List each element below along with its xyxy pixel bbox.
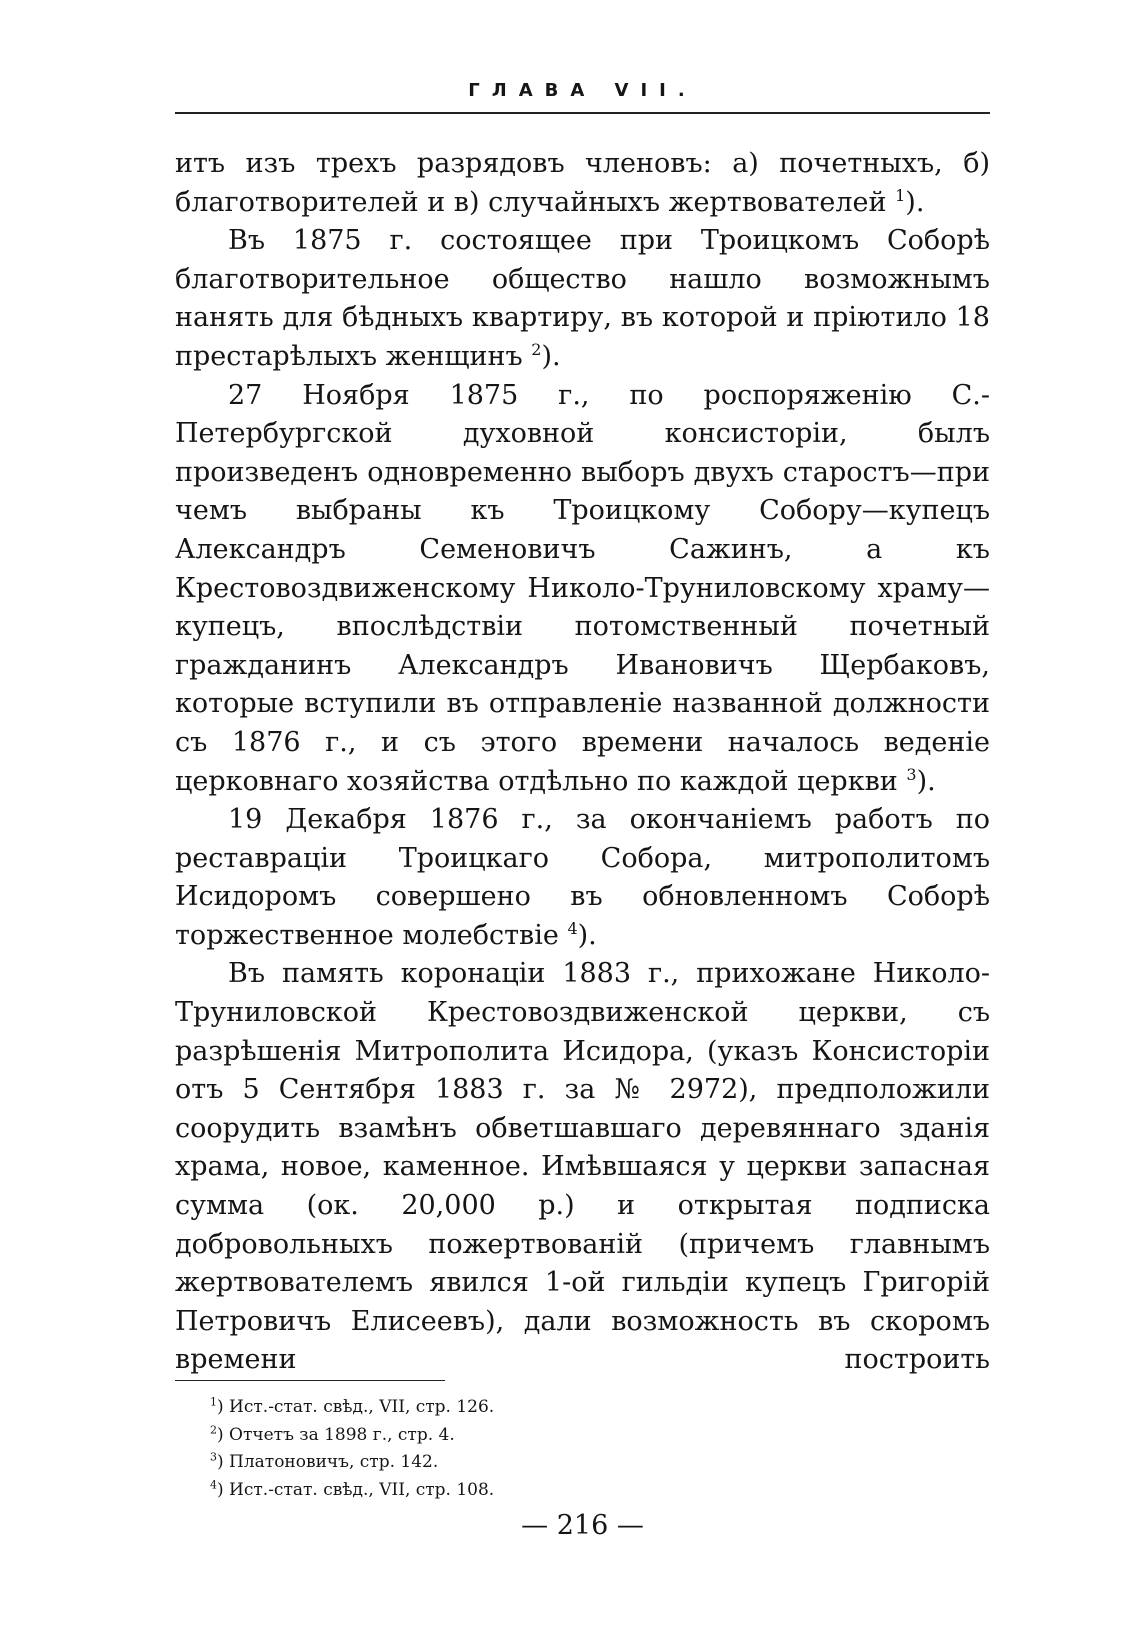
footnote-mark: 1 <box>210 1395 217 1409</box>
footnote-ref[interactable]: 3 <box>906 764 917 784</box>
footnote-text: ) Платоновичъ, стр. 142. <box>217 1452 439 1472</box>
footnote-item <box>210 1394 910 1422</box>
paragraph <box>175 222 990 376</box>
paragraph-text: итъ изъ трехъ разрядовъ членовъ: а) почетныхъ, б) благотворителей и в) случайныхъ жертвователей <box>175 148 990 218</box>
paragraph-text: Въ память коронаціи 1883 г., прихожане Николо-Труниловской Крестовоздвиженской церкви, съ разрѣшенія Митрополита Исидора, (указъ Консисторіи отъ 5 Сентября 1883 г. за № 2972), предположили соорудить взамѣнъ обветшавшаго деревяннаго зданія храма, новое, каменное. Имѣвшаяся у церкви запасная сумма (ок. 20,000 р.) и открытая подписка добровольныхъ пожертвованій (причемъ главнымъ жертвователемъ явился 1-ой гильдіи купецъ Григорій Петровичъ Елисеевъ), дали возможность въ скоромъ времени построить <box>175 958 990 1376</box>
footnote-text: ) Ист.-стат. свѣд., VII, стр. 108. <box>217 1479 495 1500</box>
footnote-item <box>210 1449 910 1477</box>
footnote-ref[interactable]: 4 <box>567 918 578 938</box>
footnote-ref[interactable]: 1 <box>895 185 906 205</box>
footnote-text: ) Ист.-стат. свѣд., VII, стр. 126. <box>217 1397 495 1417</box>
body-text <box>175 145 990 1380</box>
chapter-running-head: ГЛАВА VII. <box>468 80 697 101</box>
footnote-mark: 3 <box>210 1450 217 1464</box>
paragraph-tail: ). <box>541 340 561 372</box>
footnote-item <box>210 1477 910 1505</box>
footnotes <box>210 1394 910 1504</box>
paragraph <box>175 955 990 1380</box>
footnote-text: ) Отчетъ за 1898 г., стр. 4. <box>217 1424 455 1445</box>
footnote-ref[interactable]: 2 <box>531 339 542 359</box>
footnote-rule <box>175 1380 445 1381</box>
footnote-mark: 4 <box>210 1477 217 1491</box>
paragraph-text: Въ 1875 г. состоящее при Троицкомъ Соборѣ благотворительное общество нашло возможнымъ нанять для бѣдныхъ квартиру, въ которой и пріютило 18 престарѣлыхъ женщинъ <box>175 225 990 372</box>
paragraph-continued <box>175 145 990 222</box>
footnote-item <box>210 1422 910 1450</box>
footnote-mark: 2 <box>210 1422 217 1436</box>
paragraph-text: 19 Декабря 1876 г., за окончаніемъ работъ по реставраціи Троицкаго Собора, митрополитомъ Исидоромъ совершено въ обновленномъ Соборѣ торжественное молебствіе <box>175 804 990 951</box>
paragraph-tail: ). <box>916 765 936 797</box>
paragraph-text: 27 Ноября 1875 г., по роспоряженію С.-Петербургской духовной консисторіи, былъ произведенъ одновременно выборъ двухъ старостъ—при чемъ выбраны къ Троицкому Собору—купецъ Александръ Семеновичъ Сажинъ, а къ Крестовоздвиженскому Николо-Труниловскому храму—купецъ, впослѣдствіи потомственный почетный гражданинъ Александръ Ивановичъ Щербаковъ, которые вступили въ отправленіе названной должности съ 1876 г., и съ этого времени началось веденіе церковнаго хозяйства отдѣльно по каждой церкви <box>175 379 990 797</box>
paragraph <box>175 801 990 955</box>
paragraph <box>175 377 990 802</box>
page-number: — 216 — <box>521 1510 644 1541</box>
paragraph-tail: ). <box>905 186 925 218</box>
header-rule <box>175 112 990 114</box>
paragraph-tail: ). <box>577 919 597 951</box>
